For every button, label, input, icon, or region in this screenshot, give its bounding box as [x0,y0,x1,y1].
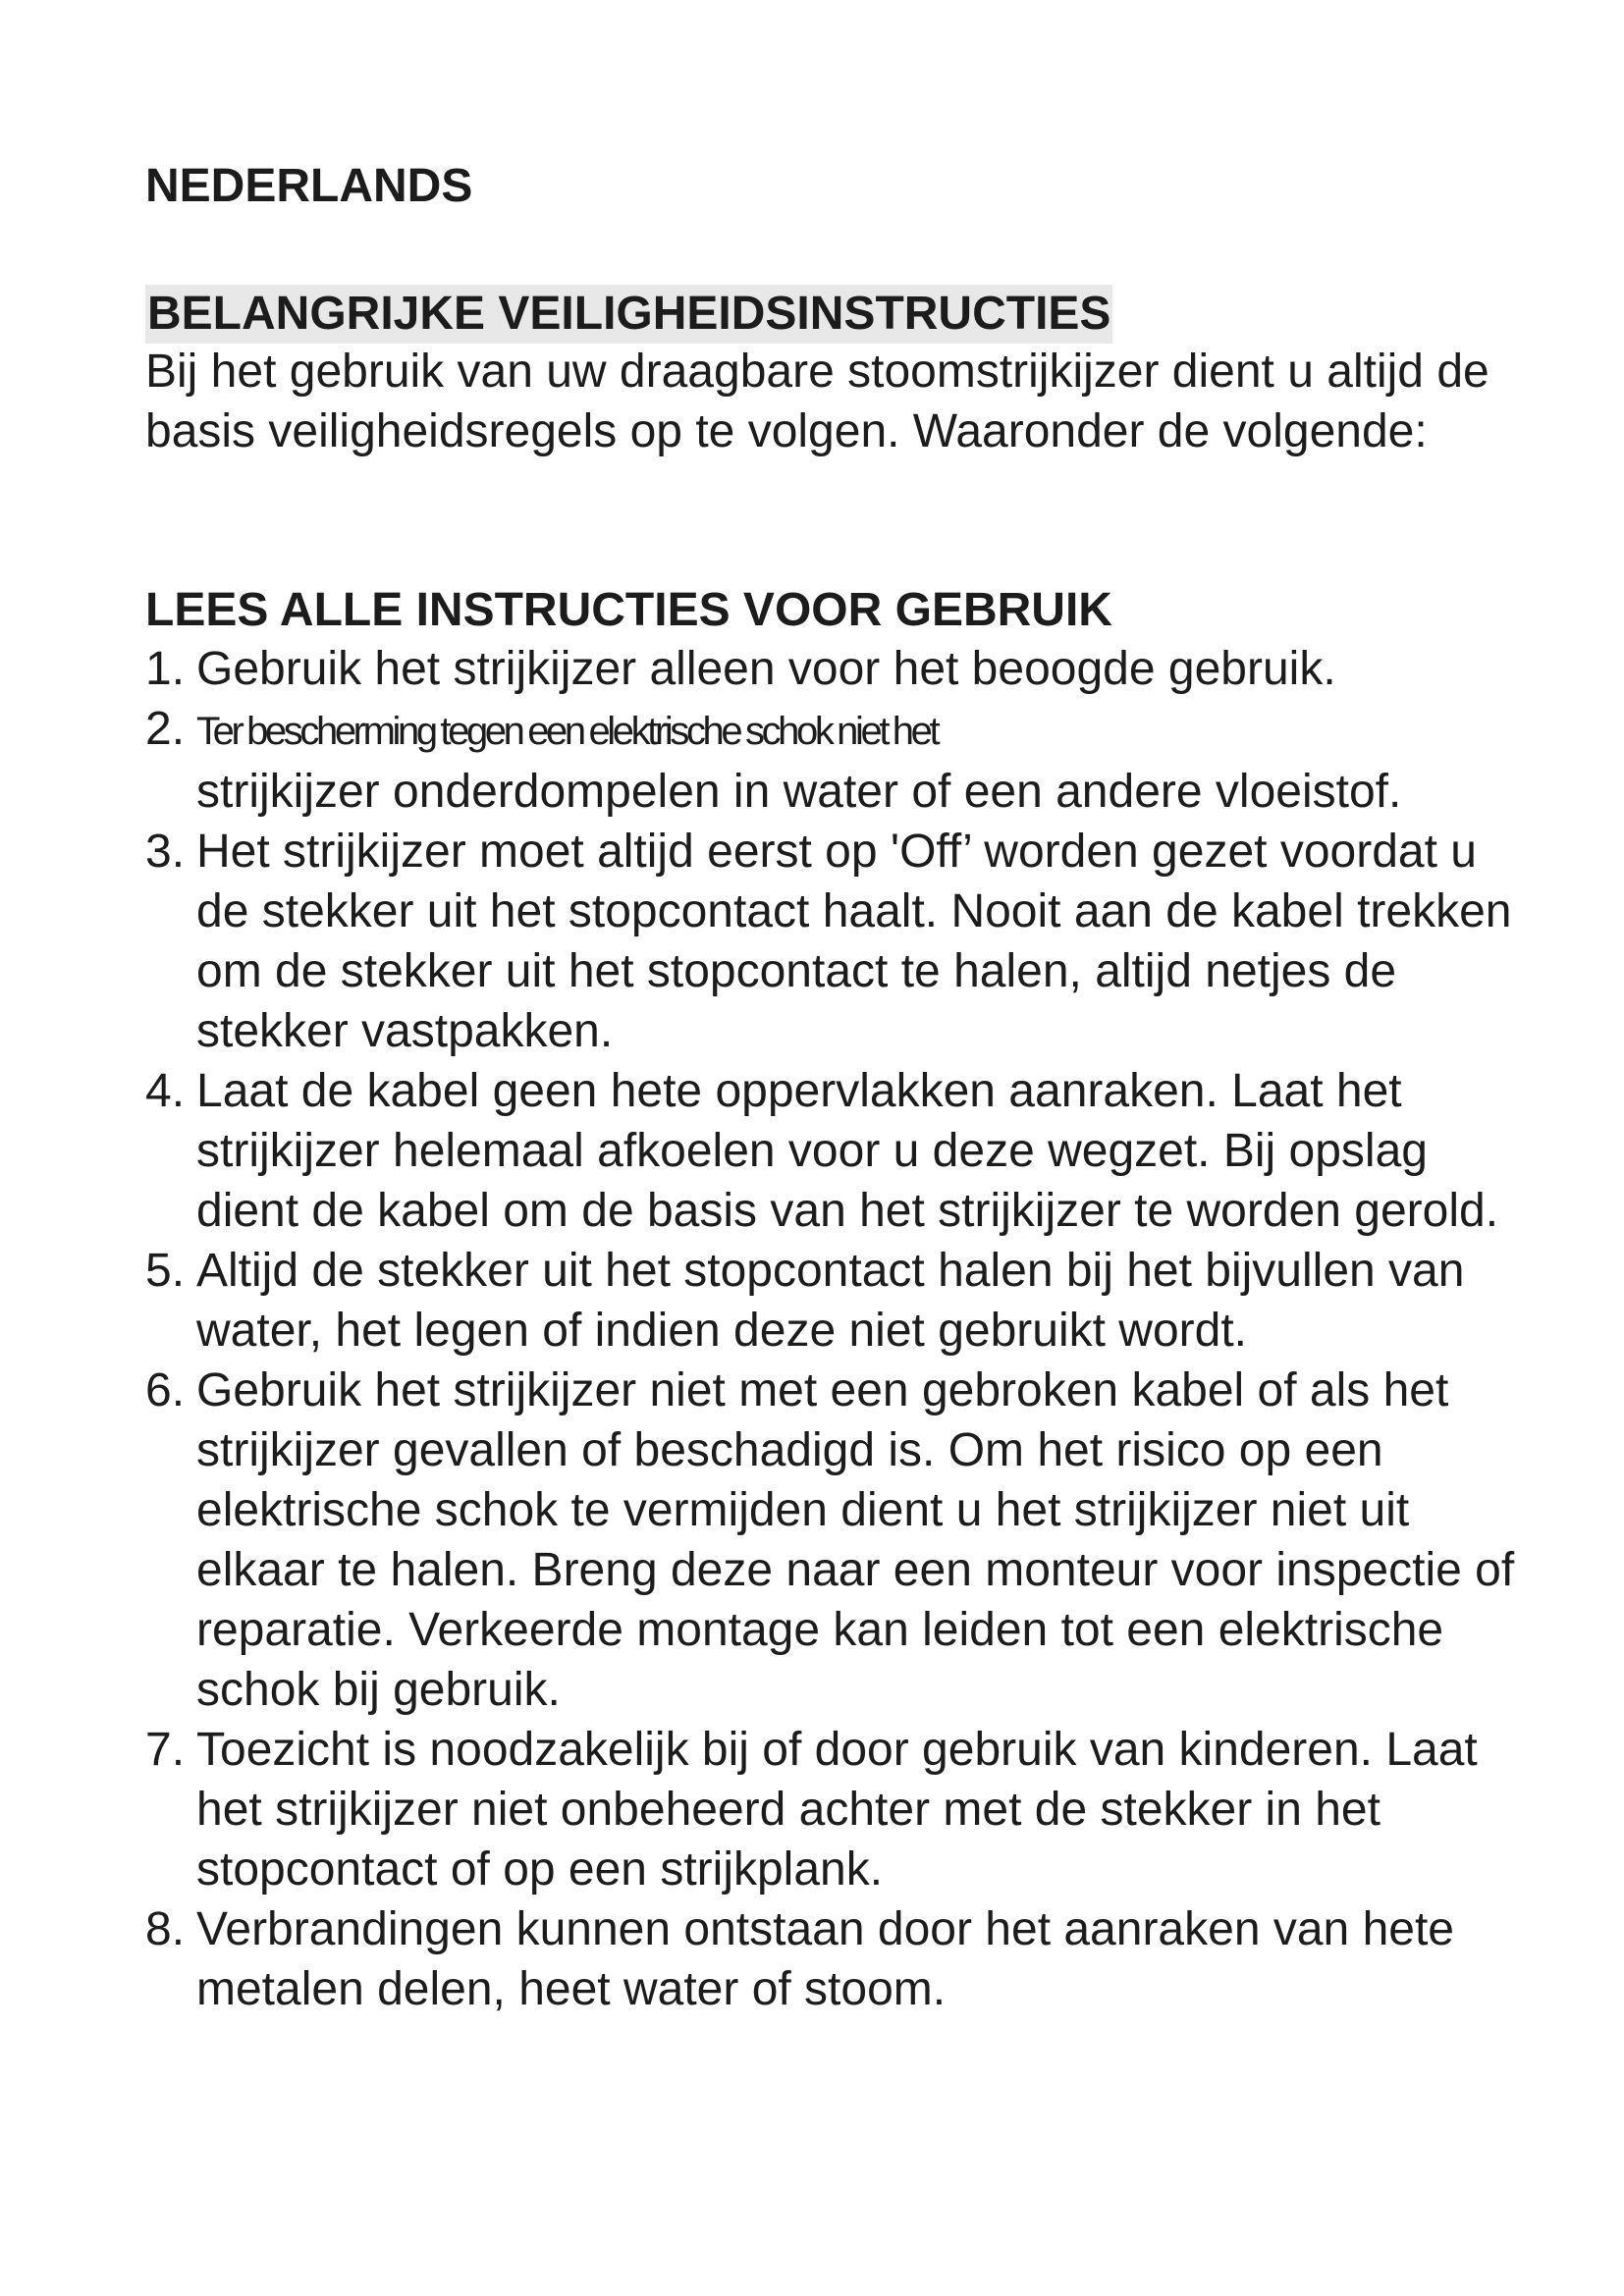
item-number: 3. [145,826,186,878]
item-text: Laat de kabel geen hete oppervlakken aanraken. Laat het strijkijzer helemaal afkoelen voor u deze wegzet. Bij opslag dient de kabel om de basis van het strijkijzer te worden gerold. [196,1065,1499,1237]
language-heading: NEDERLANDS [145,160,473,212]
list-item [145,1720,1540,1899]
item-number: 6. [145,1364,186,1416]
item-text-first-line: Ter bescherming tegen een elektrische schok niet het [196,710,938,753]
list-item [145,1061,1540,1241]
intro-paragraph: Bij het gebruik van uw draagbare stoomstrijkijzer dient u altijd de basis veiligheidsregels op te volgen. Waaronder de volgende: [145,346,1489,457]
list-item [145,699,1540,822]
item-text: Toezicht is noodzakelijk bij of door gebruik van kinderen. Laat het strijkijzer niet onbeheerd achter met de stekker in het stopcontact of op een strijkplank. [196,1724,1478,1896]
list-item [145,639,1540,699]
item-text: Gebruik het strijkijzer alleen voor het beoogde gebruik. [196,643,1336,695]
item-number: 7. [145,1724,186,1776]
item-text: Gebruik het strijkijzer niet met een gebroken kabel of als het strijkijzer gevallen of beschadigd is. Om het risico op een elektrische schok te vermijden dient u het strijkijzer niet uit elkaar te halen. Breng deze naar een monteur voor inspectie of reparatie. Verkeerde montage kan leiden tot een elektrische schok bij gebruik. [196,1364,1515,1716]
item-number: 1. [145,643,186,695]
item-text: Verbrandingen kunnen ontstaan door het aanraken van hete metalen delen, heet water of stoom. [196,1903,1454,2015]
list-item [145,1899,1540,2019]
item-number: 8. [145,1903,186,1955]
section-heading: BELANGRIJKE VEILIGHEIDSINSTRUCTIES [145,285,1112,344]
list-heading: LEES ALLE INSTRUCTIES VOOR GEBRUIK [145,584,1112,636]
instruction-list [145,639,1540,2019]
item-number: 5. [145,1245,186,1297]
item-text: Altijd de stekker uit het stopcontact halen bij het bijvullen van water, het legen of indien deze niet gebruikt wordt. [196,1245,1465,1357]
item-number: 4. [145,1065,186,1117]
list-item [145,1361,1540,1720]
list-item [145,1241,1540,1361]
item-number: 2. [145,703,186,755]
list-item [145,822,1540,1061]
item-text: strijkijzer onderdompelen in water of een andere vloeistof. [196,766,1402,818]
item-text: Het strijkijzer moet altijd eerst op 'Off’ worden gezet voordat u de stekker uit het stopcontact haalt. Nooit aan de kabel trekken om de stekker uit het stopcontact te halen, altijd netjes de stekker vastpakken. [196,826,1512,1057]
